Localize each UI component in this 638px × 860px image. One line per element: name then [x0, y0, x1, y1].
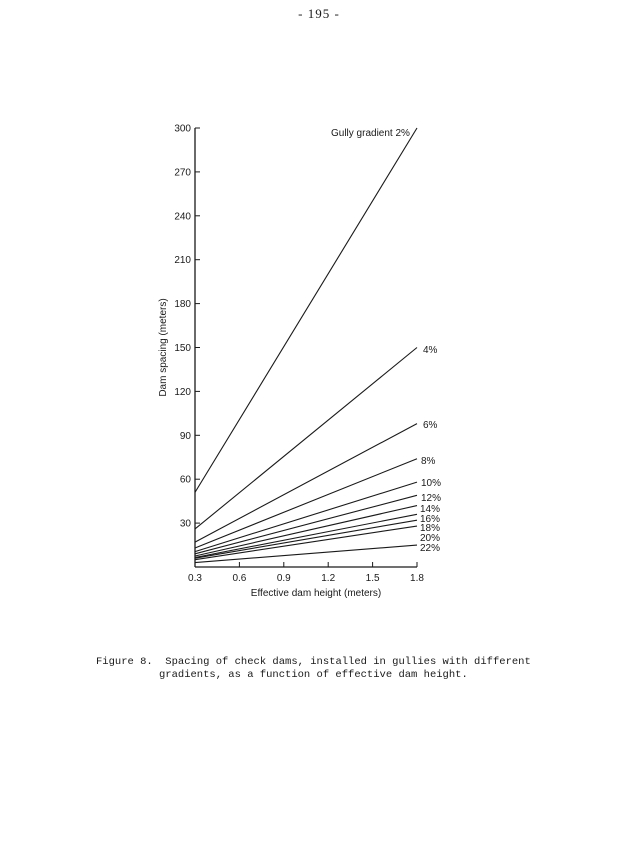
caption-line-2: gradients, as a function of effective dam height. — [159, 669, 468, 681]
x-tick-label: 0.9 — [276, 573, 291, 584]
y-tick-label: 120 — [174, 386, 191, 398]
series-line — [195, 459, 417, 548]
x-tick-label: 0.6 — [232, 573, 247, 584]
series-label: 18% — [420, 523, 441, 534]
series-label: 16% — [420, 514, 441, 525]
series-label: 22% — [420, 543, 441, 554]
chart-series-lines — [195, 128, 417, 563]
figure-caption — [96, 656, 556, 682]
x-axis-label: Effective dam height (meters) — [250, 588, 382, 599]
y-tick-label: 210 — [174, 255, 191, 267]
y-tick-label: 90 — [179, 430, 191, 442]
chart-series-labels — [331, 128, 441, 554]
series-label: 12% — [421, 493, 442, 504]
y-tick-label: 240 — [174, 211, 191, 223]
y-tick-label: 30 — [179, 518, 191, 530]
y-axis-label: Dam spacing (meters) — [158, 298, 169, 397]
y-tick-label: 270 — [174, 167, 191, 179]
series-label: 6% — [423, 420, 438, 431]
series-line — [195, 520, 417, 558]
series-label: 10% — [421, 478, 442, 489]
series-line — [195, 545, 417, 563]
y-tick-label: 180 — [174, 299, 191, 311]
series-label: 20% — [420, 533, 441, 544]
caption-line-1: Figure 8. Spacing of check dams, installed in gullies with different — [96, 656, 531, 668]
x-tick-label: 0.3 — [188, 573, 202, 584]
series-label: 14% — [420, 504, 441, 515]
series-line — [195, 482, 417, 552]
x-tick-label: 1.5 — [365, 573, 380, 584]
series-label: 4% — [423, 345, 438, 356]
series-label: Gully gradient 2% — [331, 128, 410, 139]
y-tick-label: 60 — [179, 474, 191, 486]
x-tick-label: 1.2 — [321, 573, 336, 584]
y-tick-label: 300 — [174, 123, 191, 135]
y-tick-label: 150 — [174, 343, 191, 354]
x-tick-label: 1.8 — [410, 573, 424, 584]
series-label: 8% — [421, 456, 436, 467]
page-number: - 195 - — [298, 6, 340, 21]
series-line — [195, 514, 417, 557]
